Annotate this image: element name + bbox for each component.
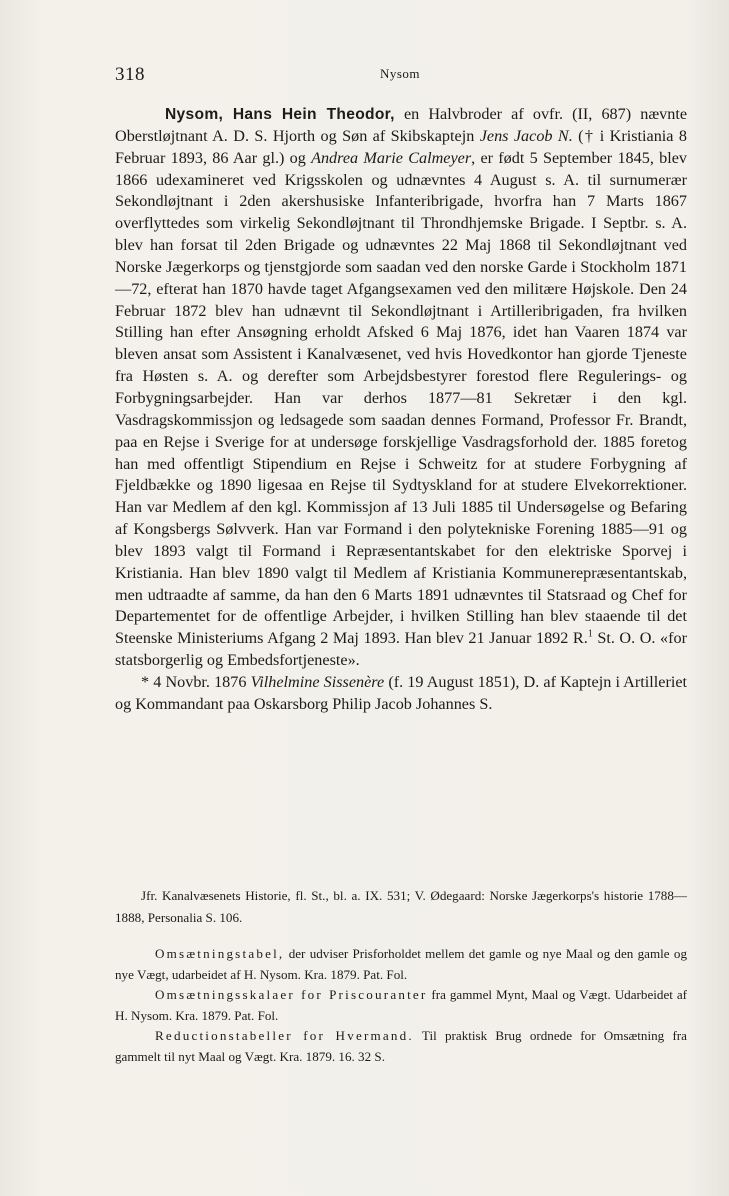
marriage-text: * 4 Novbr. 1876 bbox=[141, 672, 251, 691]
works-list bbox=[115, 944, 687, 1067]
page-number: 318 bbox=[115, 64, 145, 85]
work-title: Reductionstabeller for Hvermand. bbox=[155, 1028, 414, 1043]
entry-intro-text: en Halvbroder af ovfr. (II, 687) nævnte Oberstløjtnant A. D. S. Hjorth og Søn af Skibskaptejn bbox=[115, 105, 687, 145]
page-header bbox=[115, 60, 685, 90]
references-text: Jfr. Kanalvæsenets Historie, fl. St., bl. a. IX. 531; V. Ødegaard: Norske Jægerkorps's historie 1788—1888, Personalia S. 106. bbox=[115, 888, 687, 925]
entry-body-end: St. O. O. «for statsborgerlig og Embedsfortjeneste». bbox=[115, 629, 687, 670]
father-name: Jens Jacob N. bbox=[479, 126, 573, 145]
running-head: Nysom bbox=[379, 66, 421, 81]
references-note bbox=[115, 885, 687, 928]
work-item bbox=[115, 944, 687, 985]
work-title: Omsætningstabel, bbox=[155, 946, 285, 961]
entry-intro-text-2: († i Kristiania 8 Februar 1893, 86 Aar gl.) og bbox=[115, 126, 687, 167]
entry-headword: Nysom, Hans Hein Theodor, bbox=[165, 106, 395, 123]
entry-body-text: , er født 5 September 1845, blev 1866 udexamineret ved Krigsskolen og udnævntes 4 August s. A. til surnumerær Sekondløjtnant i 2den akershusiske Infanteribrigade, hvorfra han 7 Marts 1867 overflyttedes som virkelig Sekondløjtnant til Throndhjemske Brigade. I Septbr. s. A. blev han forsat til 2den Brigade og udnævntes 22 Maj 1868 til Sekondløjtnant ved Norske Jægerkorps og tjenstgjorde som saadan ved den norske Garde i Stockholm 1871—72, efterat han 1870 havde taget Afgangsexamen ved den militære Højskole. Den 24 Februar 1872 blev han udnævnt til Sekondløjtnant i Artilleribrigaden, fra hvilken Stilling han efter Ansøgning erholdt Afsked 6 Maj 1876, idet han Vaaren 1874 var bleven ansat som Assistent i Kanalvæsenet, ved hvis Hovedkontor han gjorde Tjeneste fra Høsten s. A. og derefter som Arbejdsbestyrer forestod flere Regulerings- og Forbygningsarbejder. Han var derhos 1877—81 Sekretær i den kgl. Vasdragskommissjon og ledsagede som saadan dennes Formand, Professor Fr. Brandt, paa en Rejse i Sverige for at undersøge forskjellige Vasdragsforhold der. 1885 foretog han med offentligt Stipendium en Rejse i Schweitz for at studere Forbygning af Fjeldbække og 1890 ligesaa en Rejse til Sydtyskland for at studere Elvekorrektioner. Han var Medlem af den kgl. Kommissjon af 13 Juli 1885 til Undersøgelse og Befaring af Kongsbergs Sølvverk. Han var Formand i den polytekniske Forening 1885—91 og blev 1893 valgt til Formand i Repræsentantskabet for den elektriske Sporvej i Kristiania. Han blev 1890 valgt til Medlem af Kristiania Kommunerepræsentantskab, men udtraadte af samme, da han den 6 Marts 1891 udnævntes til Statsraad og Chef for Departementet for de offentlige Arbejder, i hvilken Stilling han blev staaende til det Steenske Ministeriums Afgang 2 Maj 1893. Han blev 21 Januar 1892 R. bbox=[115, 148, 687, 648]
marriage-text-2: (f. 19 August 1851), D. af Kaptejn i Artilleriet og Kommandant paa Oskarsborg Philip Jacob Johannes S. bbox=[115, 672, 688, 713]
work-description: der udviser Prisforholdet mellem det gamle og nye Maal og den gamle og nye Vægt, udarbeidet af H. Nysom. Kra. 1879. Pat. Fol. bbox=[115, 946, 687, 982]
work-item bbox=[115, 1026, 687, 1067]
work-item bbox=[115, 985, 687, 1026]
wife-name: Vilhelmine Sissenère bbox=[250, 672, 385, 691]
marriage-paragraph bbox=[115, 672, 687, 716]
entry-paragraph bbox=[115, 104, 687, 672]
work-title: Omsætningsskalaer for Priscouranter bbox=[155, 987, 428, 1002]
work-description: Til praktisk Brug ordnede for Omsætning fra gammelt til nyt Maal og Vægt. Kra. 1879. 16. 32 S. bbox=[115, 1028, 687, 1064]
footnote-mark: 1 bbox=[587, 628, 593, 640]
work-description: fra gammel Mynt, Maal og Vægt. Udarbeidet af H. Nysom. Kra. 1879. Pat. Fol. bbox=[115, 987, 687, 1023]
mother-name: Andrea Marie Calmeyer bbox=[311, 148, 472, 167]
biography-entry bbox=[115, 104, 687, 716]
